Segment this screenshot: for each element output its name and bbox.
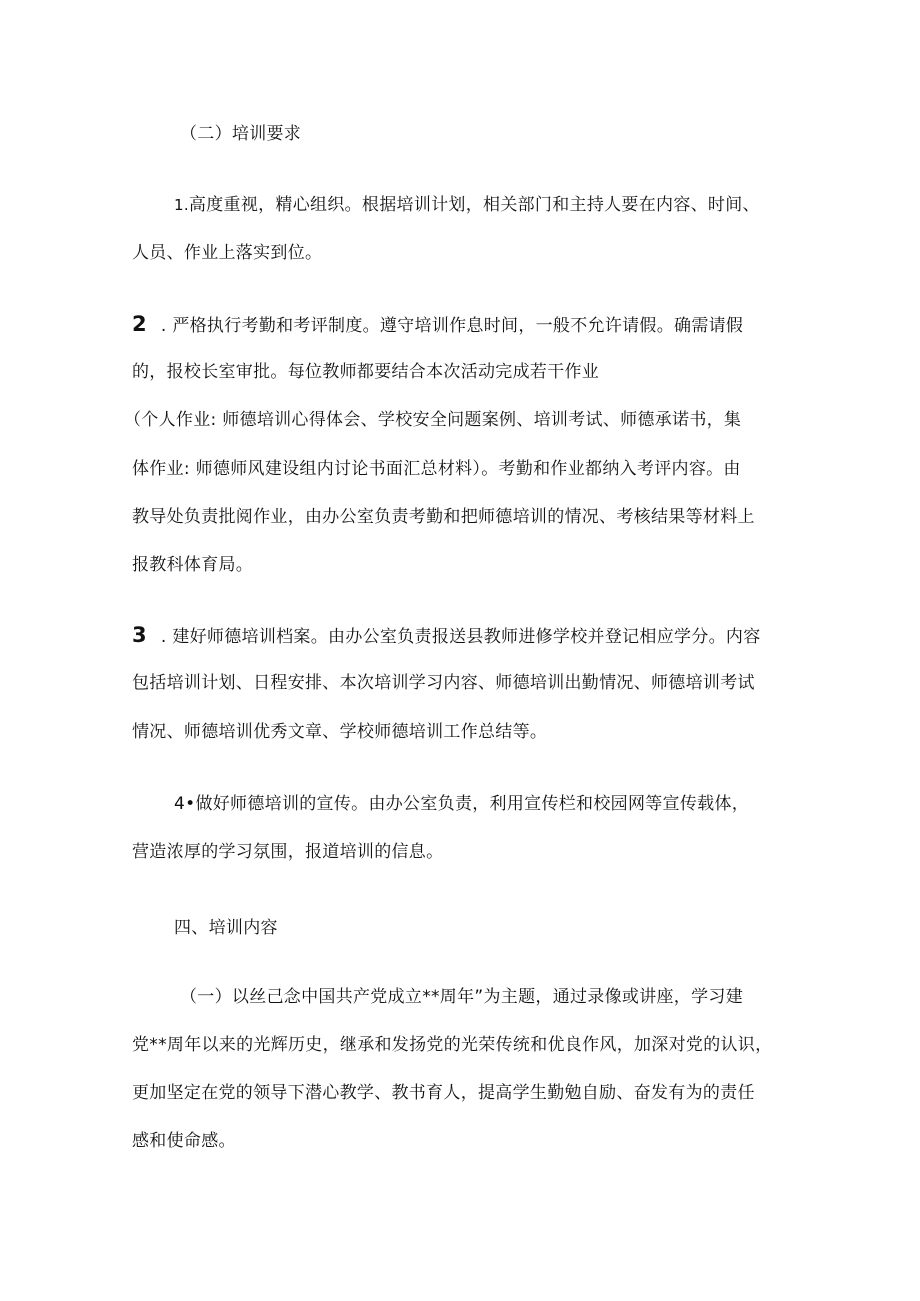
content-1-line-2: 党**周年以来的光辉历史，继承和发扬党的光荣传统和优良作风，加深对党的认识， xyxy=(132,1035,773,1055)
item-4-line-1 xyxy=(174,792,749,816)
item-2-line-3: （个人作业: 师德培训心得体会、学校安全问题案例、培训考试、师德承诺书，集 xyxy=(124,410,742,430)
item-3-line-3: 情况、师德培训优秀文章、学校师德培训工作总结等。 xyxy=(132,722,548,742)
item-4-text-1: 做好师德培训的宣传。由办公室负责，利用宣传栏和校园网等宣传载体， xyxy=(195,794,750,814)
item-1-line-1 xyxy=(174,193,760,217)
section-4-heading: 四、培训内容 xyxy=(174,918,278,938)
item-2-text-1: . 严格执行考勤和考评制度。遵守培训作息时间，一般不允许请假。确需请假 xyxy=(160,316,744,336)
item-2-line-1 xyxy=(132,312,743,338)
item-2-number: 2 xyxy=(132,312,147,336)
item-2-line-2: 的，报校长室审批。每位教师都要结合本次活动完成若干作业 xyxy=(132,362,600,382)
content-1-line-3: 更加坚定在党的领导下潜心教学、教书育人，提高学生勤勉自励、奋发有为的责任 xyxy=(132,1083,755,1103)
item-1-text-1: 高度重视，精心组织。根据培训计划，相关部门和主持人要在内容、时间、 xyxy=(188,195,760,215)
item-1-number: 1. xyxy=(174,196,189,214)
item-1-line-2: 人员、作业上落实到位。 xyxy=(132,243,323,263)
item-3-line-2: 包括培训计划、日程安排、本次培训学习内容、师德培训出勤情况、师德培训考试 xyxy=(132,673,755,693)
item-3-line-1 xyxy=(132,623,761,649)
section-2-heading: （二）培训要求 xyxy=(180,124,302,144)
item-3-text-1: . 建好师德培训档案。由办公室负责报送县教师进修学校并登记相应学分。内容 xyxy=(160,627,761,647)
content-1-line-1: （一）以丝己念中国共产党成立**周年”为主题，通过录像或讲座，学习建 xyxy=(180,987,744,1007)
item-2-line-4: 体作业: 师德师风建设组内讨论书面汇总材料）。考勤和作业都纳入考评内容。由 xyxy=(132,459,741,479)
content-1-line-4: 感和使命感。 xyxy=(132,1131,236,1151)
item-2-line-6: 报教科体育局。 xyxy=(132,555,254,575)
item-4-number: 4• xyxy=(174,794,196,814)
item-3-number: 3 xyxy=(132,623,147,647)
item-4-line-2: 营造浓厚的学习氛围，报道培训的信息。 xyxy=(132,842,444,862)
item-2-line-5: 教导处负责批阅作业，由办公室负责考勤和把师德培训的情况、考核结果等材料上 xyxy=(132,507,755,527)
